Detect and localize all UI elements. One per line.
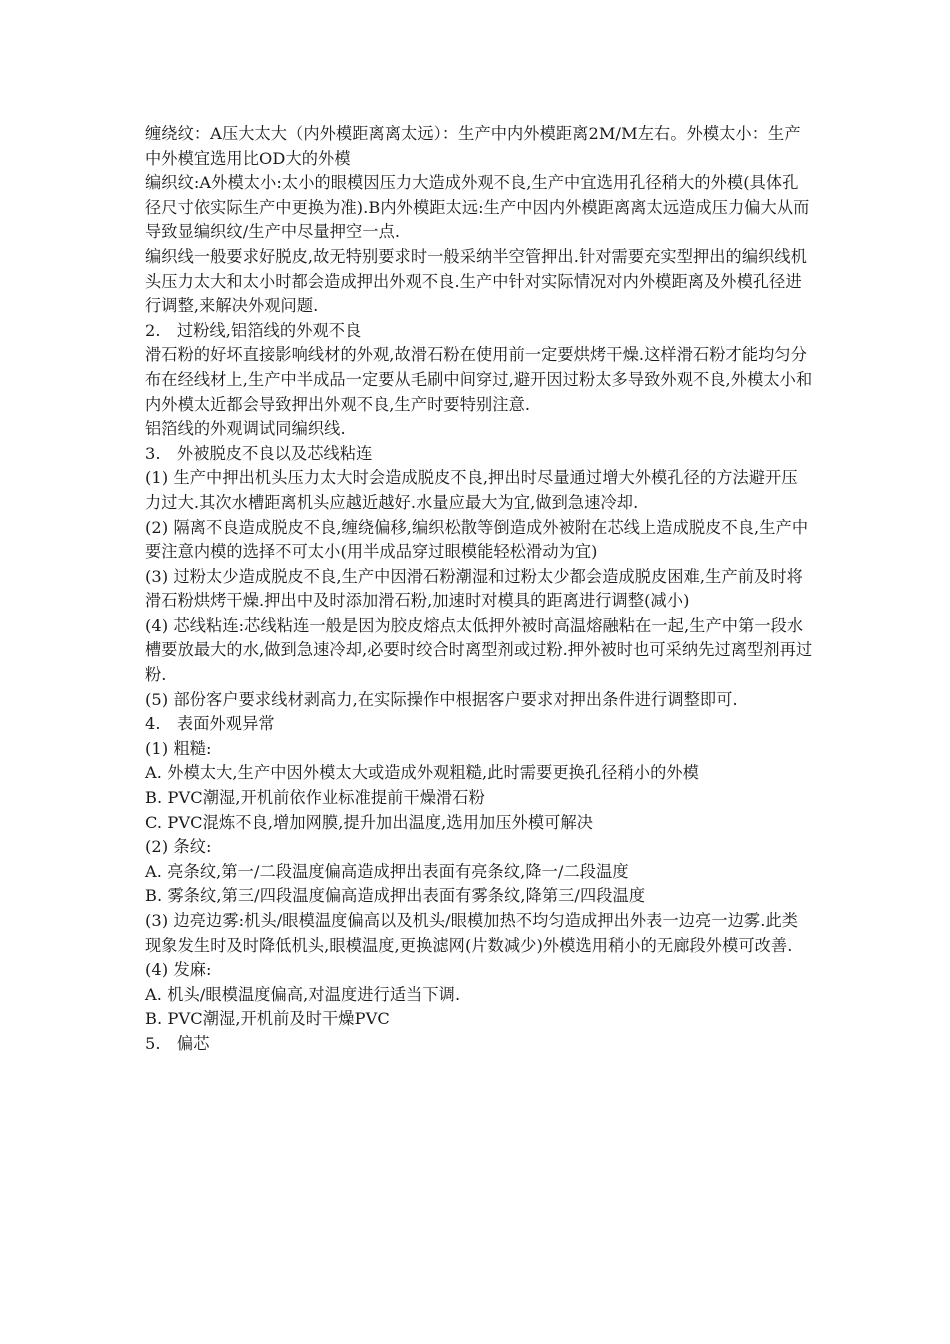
list-item-4-3: (3) 边亮边雾:机头/眼模温度偏高以及机头/眼模加热不均匀造成押出外表一边亮一边雾.此类现象发生时及时降低机头,眼模温度,更换滤网(片数减少)外模选用稍小的无廊段外模可改善. [145, 911, 799, 955]
list-item-3-1: (1) 生产中押出机头压力太大时会造成脱皮不良,押出时尽量通过增大外模孔径的方法避开压力过大.其次水槽距离机头应越近越好.水量应最大为宜,做到急速冷却. [145, 468, 798, 512]
list-item-3-4: (4) 芯线粘连:芯线粘连一般是因为胶皮熔点太低押外被时高温熔融粘在一起,生产中第一段水槽要放最大的水,做到急速冷却,必要时绞合时离型剂或过粉.押外被时也可采纳先过离型剂再过粉. [145, 615, 813, 685]
list-item-3-5: (5) 部份客户要求线材剥高力,在实际操作中根据客户要求对押出条件进行调整即可. [145, 689, 738, 709]
section-heading-5: 5. 偏芯 [145, 1033, 210, 1053]
section-heading-4: 4. 表面外观异常 [145, 714, 275, 734]
section-heading-3: 3. 外被脱皮不良以及芯线粘连 [145, 443, 373, 463]
list-item-4-4-a: A. 机头/眼模温度偏高,对温度进行适当下调. [145, 984, 461, 1004]
paragraph-braided-wire: 编织线一般要求好脱皮,故无特别要求时一般采纳半空管押出.针对需要充实型押出的编织线机头压力太大和太小时都会造成押出外观不良.生产中针对实际情况对内外模距离及外模孔径进行调整,来解决外观问题. [145, 246, 807, 316]
list-item-4-4-b: B. PVC潮湿,开机前及时干燥PVC [145, 1009, 390, 1029]
list-item-4-2: (2) 条纹: [145, 837, 212, 857]
list-item-4-1-c: C. PVC混炼不良,增加网膜,提升加出温度,选用加压外模可解决 [145, 812, 594, 832]
list-item-4-2-a: A. 亮条纹,第一/二段温度偏高造成押出表面有亮条纹,降一/二段温度 [145, 861, 629, 881]
paragraph-braid-pattern: 编织纹:A外模太小:太小的眼模因压力大造成外观不良,生产中宜选用孔径稍大的外模(具体孔径尺寸依实际生产中更换为准).B内外模距太远:生产中因内外模距离离太远造成压力偏大从而导致显编织纹/生产中尽量押空一点. [145, 173, 810, 242]
paragraph-talc-powder: 滑石粉的好坏直接影响线材的外观,故滑石粉在使用前一定要烘烤干燥.这样滑石粉才能均匀分布在经线材上,生产中半成品一定要从毛刷中间穿过,避开因过粉太多导致外观不良,外模太小和内外模太近都会导致押出外观不良,生产时要特别注意. [145, 345, 813, 414]
list-item-4-1: (1) 粗糙: [145, 738, 212, 758]
section-heading-2: 2. 过粉线,铝箔线的外观不良 [145, 320, 362, 340]
list-item-3-2: (2) 隔离不良造成脱皮不良,缠绕偏移,编织松散等倒造成外被附在芯线上造成脱皮不良,生产中要注意内模的选择不可太小(用半成品穿过眼模能轻松滑动为宜) [145, 517, 809, 562]
document-body [145, 122, 813, 1057]
list-item-4-4: (4) 发麻: [145, 960, 212, 980]
paragraph-foil-wire: 铝箔线的外观调试同编织线. [145, 419, 346, 439]
list-item-4-1-b: B. PVC潮湿,开机前依作业标准提前干燥滑石粉 [145, 788, 485, 808]
list-item-4-1-a: A. 外模太大,生产中因外模太大或造成外观粗糙,此时需要更换孔径稍小的外模 [145, 763, 699, 783]
list-item-4-2-b: B. 雾条纹,第三/四段温度偏高造成押出表面有雾条纹,降第三/四段温度 [145, 886, 646, 906]
list-item-3-3: (3) 过粉太少造成脱皮不良,生产中因滑石粉潮湿和过粉太少都会造成脱皮困难,生产前及时将滑石粉烘烤干燥.押出中及时添加滑石粉,加速时对模具的距离进行调整(减小) [145, 566, 803, 611]
paragraph-winding-pattern: 缠绕纹：A压大太大（内外模距离离太远）：生产中内外模距离2M/M左右。外模太小：生产中外模宜选用比OD大的外模 [145, 124, 801, 168]
